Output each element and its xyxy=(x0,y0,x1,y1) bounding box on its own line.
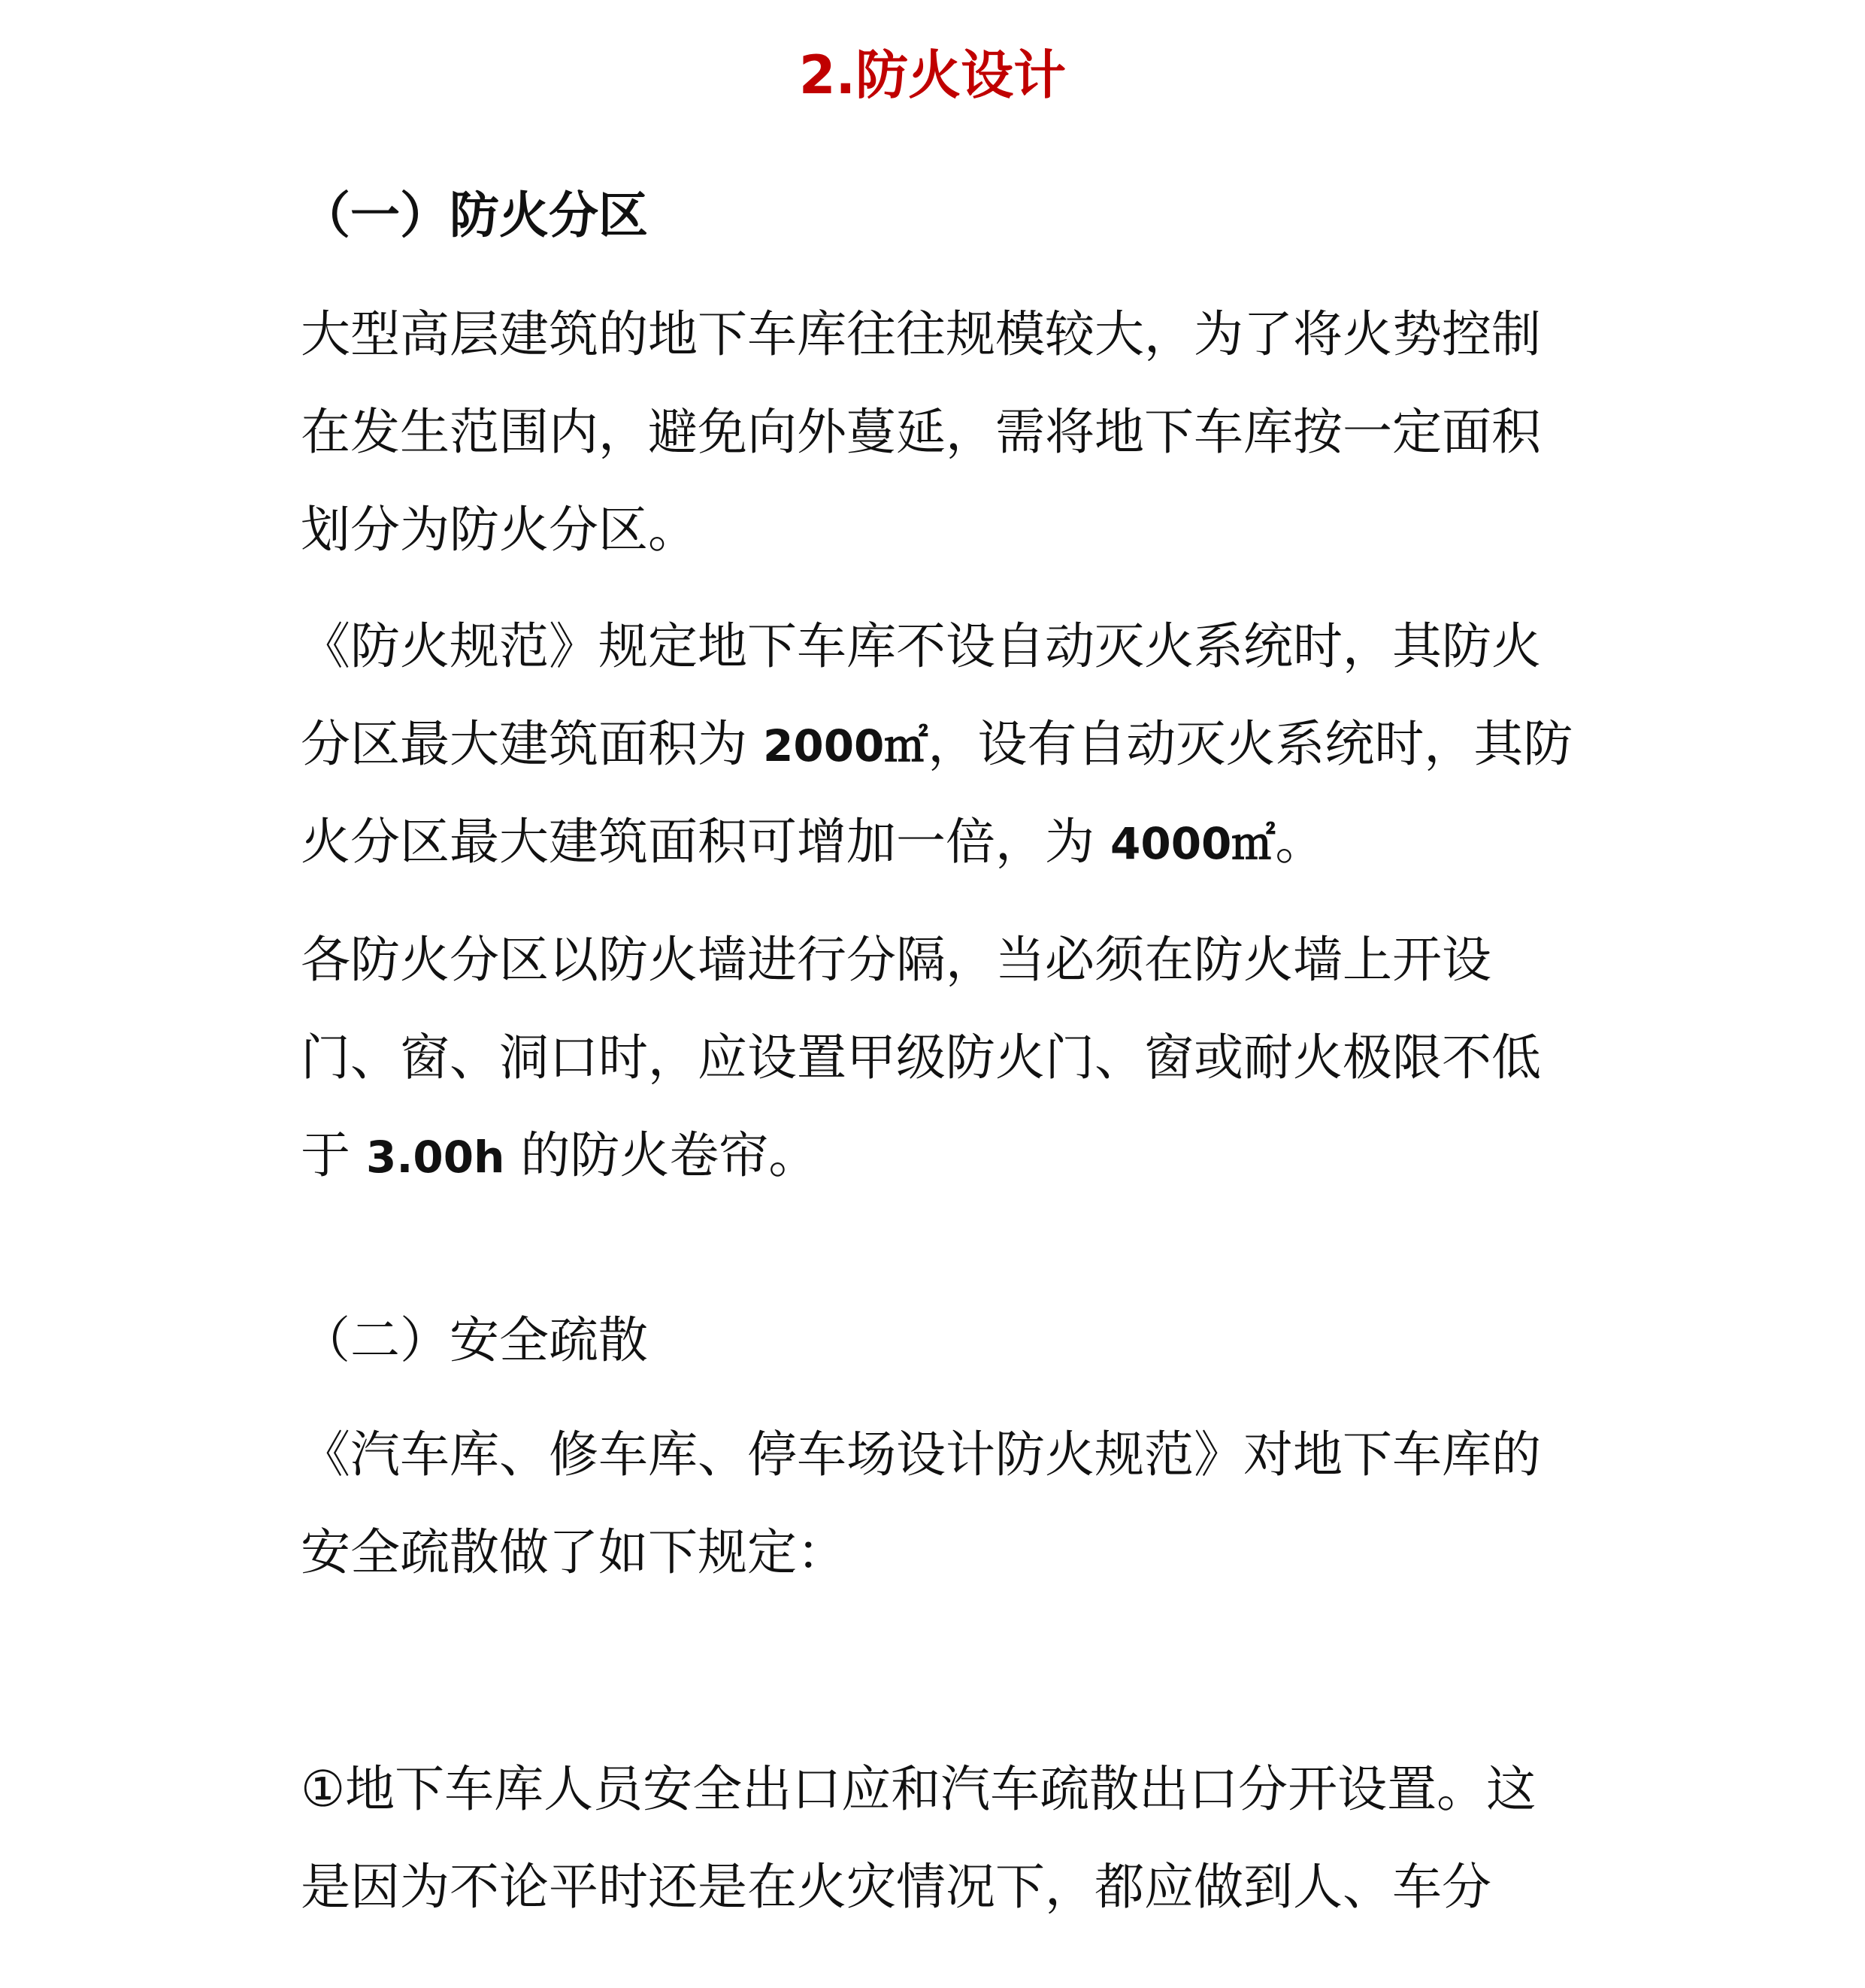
text-line: 安全疏散做了如下规定： xyxy=(301,1523,846,1581)
section-heading-evacuation: （二）安全疏散 xyxy=(301,1311,648,1369)
area-value-2000: 2000㎡ xyxy=(762,720,928,771)
text-line xyxy=(301,695,1579,793)
paragraph-evacuation-rule-1 xyxy=(301,1741,1579,1936)
text-segment: 的防火卷帘。 xyxy=(504,1126,819,1184)
text-line: 大型高层建筑的地下车库往往规模较大，为了将火势控制 xyxy=(301,305,1541,363)
text-segment: 火分区最大建筑面积可增加一倍，为 xyxy=(301,813,1110,871)
text-line: 《汽车库、修车库、停车场设计防火规范》对地下车库的 xyxy=(301,1426,1541,1483)
paragraph-fire-compartment-intro xyxy=(301,286,1579,579)
text-segment: 于 xyxy=(301,1126,366,1184)
text-line xyxy=(301,1107,1579,1205)
text-line: 是因为不论平时还是在火灾情况下，都应做到人、车分 xyxy=(301,1858,1491,1916)
text-line: 《防火规范》规定地下车库不设自动灭火系统时，其防火 xyxy=(301,617,1541,675)
text-line: 各防火分区以防火墙进行分隔，当必须在防火墙上开设 xyxy=(301,931,1491,989)
page-title: 2.防火设计 xyxy=(798,44,1067,106)
text-line: 门、窗、洞口时，应设置甲级防火门、窗或耐火极限不低 xyxy=(301,1029,1541,1086)
paragraph-fire-wall xyxy=(301,911,1579,1205)
text-line: ①地下车库人员安全出口应和汽车疏散出口分开设置。这 xyxy=(301,1760,1537,1818)
fire-rating-value: 3.00h xyxy=(365,1132,505,1183)
text-line: 在发生范围内，避免向外蔓延，需将地下车库按一定面积 xyxy=(301,403,1541,461)
area-value-4000: 4000㎡ xyxy=(1110,818,1276,869)
paragraph-evacuation-intro xyxy=(301,1406,1579,1602)
section-heading-fire-compartment: （一）防火分区 xyxy=(301,186,648,244)
text-line xyxy=(301,793,1579,891)
text-segment: 。 xyxy=(1275,813,1325,871)
text-segment: ，设有自动灭火系统时，其防 xyxy=(928,715,1573,773)
paragraph-fire-code-area xyxy=(301,598,1579,891)
text-line: 划分为防火分区。 xyxy=(301,501,698,559)
text-segment: 分区最大建筑面积为 xyxy=(301,715,763,773)
